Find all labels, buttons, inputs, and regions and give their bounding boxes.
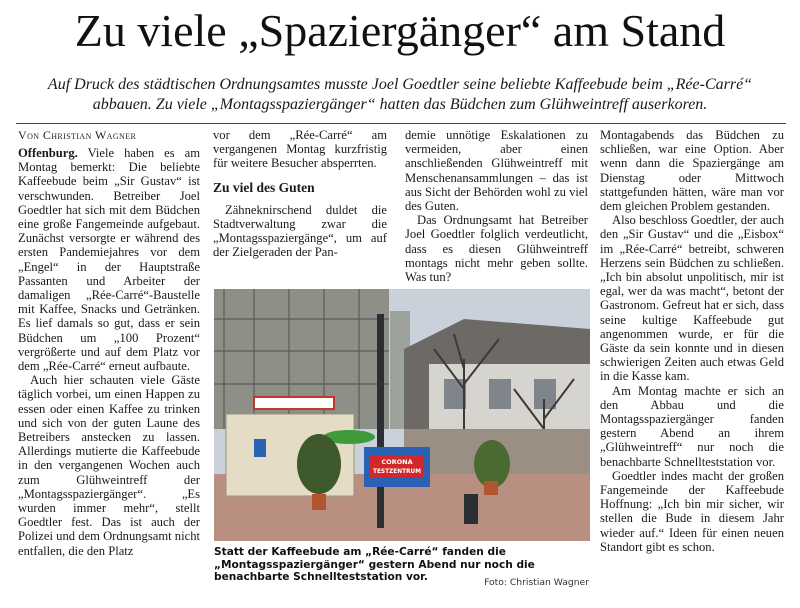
column-3 [405, 128, 588, 284]
paragraph [18, 146, 200, 373]
container-sign [254, 439, 266, 457]
column-1 [18, 146, 200, 558]
paragraph: Montagabends das Büdchen zu schließen, war eine Option. Aber wenn dann die Spaziergänge am Dienstag oder Mittwoch stattgefunden hätten, wäre man vor dem gleichen Problem gestanden. [600, 128, 784, 214]
paragraph: Zähneknirschend duldet die Stadtverwaltung zwar die „Montagsspaziergänge“, um auf der Zielgeraden der Pan- [213, 202, 387, 260]
waste-bin [464, 494, 478, 524]
shrub [297, 434, 341, 494]
plant-pot [312, 494, 326, 510]
paragraph: demie unnötige Eskalationen zu vermeiden, aber einen anschließenden Glühweintreff mit Menschenansammlungen – das ist aus Sicht der Behörden wohl zu viel des Guten. [405, 128, 588, 214]
plant-pot [484, 481, 498, 495]
paragraph: Goedtler indes macht der großen Fangemeinde der Kaffeebude Hoffnung: „Ich bin mir sicher, wir stellen die Bude in diesem Jahr wieder auf.“ Ideen für einen neuen Standort gibt es schon. [600, 468, 784, 554]
article-photo [214, 289, 590, 541]
paragraph: vor dem „Rée-Carré“ am vergangenen Montag kurzfristig für weitere Besucher absperrten. [213, 128, 387, 171]
headline: Zu viele „Spaziergänger“ am Stand [74, 5, 726, 56]
photo-credit: Foto: Christian Wagner [484, 577, 589, 588]
paragraph: Auch hier schauten viele Gäste täglich vorbei, um einen Happen zu essen oder einen Kaffee zu trinken und sich von der guten Laune des Betreibers anstecken zu lassen. Allerdings mutierte die Kaffeebude in den vergangenen Wochen auch zum Glühweintreff der „Montagsspaziergänger“. „Es wurden immer mehr“, stellt Goedtler fest. Das ist auch der Polizei und dem Ordnungsamt nicht entfallen, die den Platz [18, 373, 200, 558]
standfirst: Auf Druck des städtischen Ordnungsamtes musste Joel Goedtler seine beliebte Kaffeebude beim „Rée-Carré“ abbauen. Zu viele „Montagsspaziergänger“ hatten das Büdchen zum Glühweintreff auserkoren. [47, 76, 753, 113]
column-2 [213, 128, 387, 260]
paragraph: Das Ordnungsamt hat Betreiber Joel Goedtler folglich verdeutlicht, dass es diesen Glühweintreff montags nicht mehr geben sollte. Was tun? [405, 213, 588, 285]
byline-rule [16, 123, 786, 124]
lamp-post [377, 314, 384, 528]
paragraph: Also beschloss Goedtler, der auch den „Sir Gustav“ und die „Eisbox“ im „Rée-Carré“ betreibt, schweren Herzens sein Büdchen zu schließen. „Ich bin absolut unpolitisch, mir ist egal, wer da was macht“, betont der Gastronom. Gefreut hat er sich, dass seine kultige Kaffeebude gut angenommen wurde, er für die Gäste da sein konnte und in diesen schwierigen Zeiten auch etwas Geld in die Kasse kam. [600, 213, 784, 384]
photo-scene [214, 289, 590, 541]
photo-caption: Statt der Kaffeebude am „Rée-Carré“ fanden die „Montagsspaziergänger“ gestern Abend nur noch die benachbarte Schnellteststation vor. [214, 546, 535, 584]
shrub [474, 440, 510, 488]
column-4 [600, 128, 784, 554]
byline: Von Christian Wagner [18, 128, 137, 142]
corona-sign-line-1: CORONA [381, 458, 413, 466]
dateline: Offenburg. [18, 146, 78, 160]
subheading: Zu viel des Guten [213, 179, 315, 195]
paragraph-text: Viele haben es am Montag bemerkt: Die beliebte Kaffeebude beim „Sir Gustav“ ist verschwunden. Betreiber Joel Goedtler hat sich mit dem Büdchen eine große Fangemeinde aufgebaut. Zunächst versorgte er während des ersten Pandemiejahres vor dem „Engel“ in der Hauptstraße Passanten und Arbeiter der damaligen „Rée-Carré“-Baustelle mit Kaffee, Snacks und Getränken. Es lief damals so gut, dass er sein Büdchen um „100 Prozent“ vergrößerte und auf dem Platz vor dem „Rée-Carré“ erneut aufbaute. [18, 146, 200, 374]
corona-sign-line-2: TESTZENTRUM [373, 469, 421, 475]
paragraph: Am Montag machte er sich an den Abbau und die Montagsspaziergänger fanden gestern Abend an ihrem „Glühweintreff“ nur noch die benachbarte Schnellteststation vor. [600, 383, 784, 469]
barrier [254, 397, 334, 409]
